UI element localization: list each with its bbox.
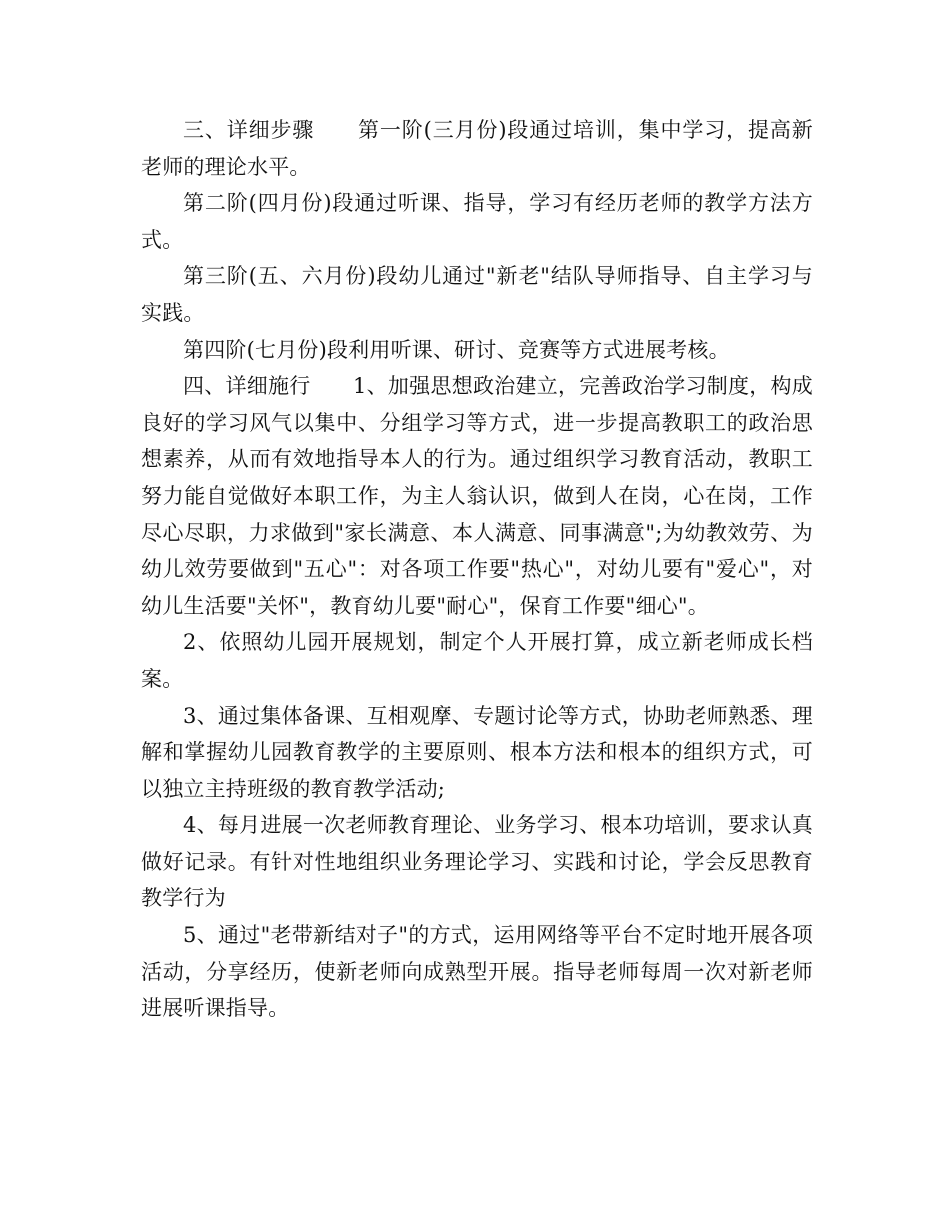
paragraph-implementation-5: 5、通过"老带新结对子"的方式，运用网络等平台不定时地开展各项活动，分享经历，使新老师向成熟型开展。指导老师每周一次对新老师进展听课指导。 <box>141 923 813 1021</box>
document-body <box>141 112 813 1027</box>
paragraph-implementation-3: 3、通过集体备课、互相观摩、专题讨论等方式，协助老师熟悉、理解和掌握幼儿园教育教学的主要原则、根本方法和根本的组织方式，可以独立主持班级的教育教学活动; <box>141 703 813 801</box>
paragraph-implementation-4: 4、每月进展一次老师教育理论、业务学习、根本功培训，要求认真做好记录。有针对性地组织业务理论学习、实践和讨论，学会反思教育教学行为 <box>141 813 813 911</box>
paragraph-stage-3: 第三阶(五、六月份)段幼儿通过"新老"结队导师指导、自主学习与实践。 <box>141 264 813 325</box>
paragraph-stage-4: 第四阶(七月份)段利用听课、研讨、竞赛等方式进展考核。 <box>183 337 730 362</box>
paragraph-implementation-2: 2、依照幼儿园开展规划，制定个人开展打算，成立新老师成长档案。 <box>141 630 813 691</box>
paragraph-stage-2: 第二阶(四月份)段通过听课、指导，学习有经历老师的教学方法方式。 <box>141 191 813 252</box>
paragraph-implementation-1: 四、详细施行 1、加强思想政治建立，完善政治学习制度，构成良好的学习风气以集中、分组学习等方式，进一步提高教职工的政治思想素养，从而有效地指导本人的行为。通过组织学习教育活动，教职工努力能自觉做好本职工作，为主人翁认识，做到人在岗，心在岗，工作尽心尽职，力求做到"家长满意、本人满意、同事满意";为幼教效劳、为幼儿效劳要做到"五心"：对各项工作要"热心"，对幼儿要有"爱心"，对幼儿生活要"关怀"，教育幼儿要"耐心"，保育工作要"细心"。 <box>141 374 813 618</box>
paragraph-step-stage-1: 三、详细步骤 第一阶(三月份)段通过培训，集中学习，提高新老师的理论水平。 <box>141 118 813 179</box>
